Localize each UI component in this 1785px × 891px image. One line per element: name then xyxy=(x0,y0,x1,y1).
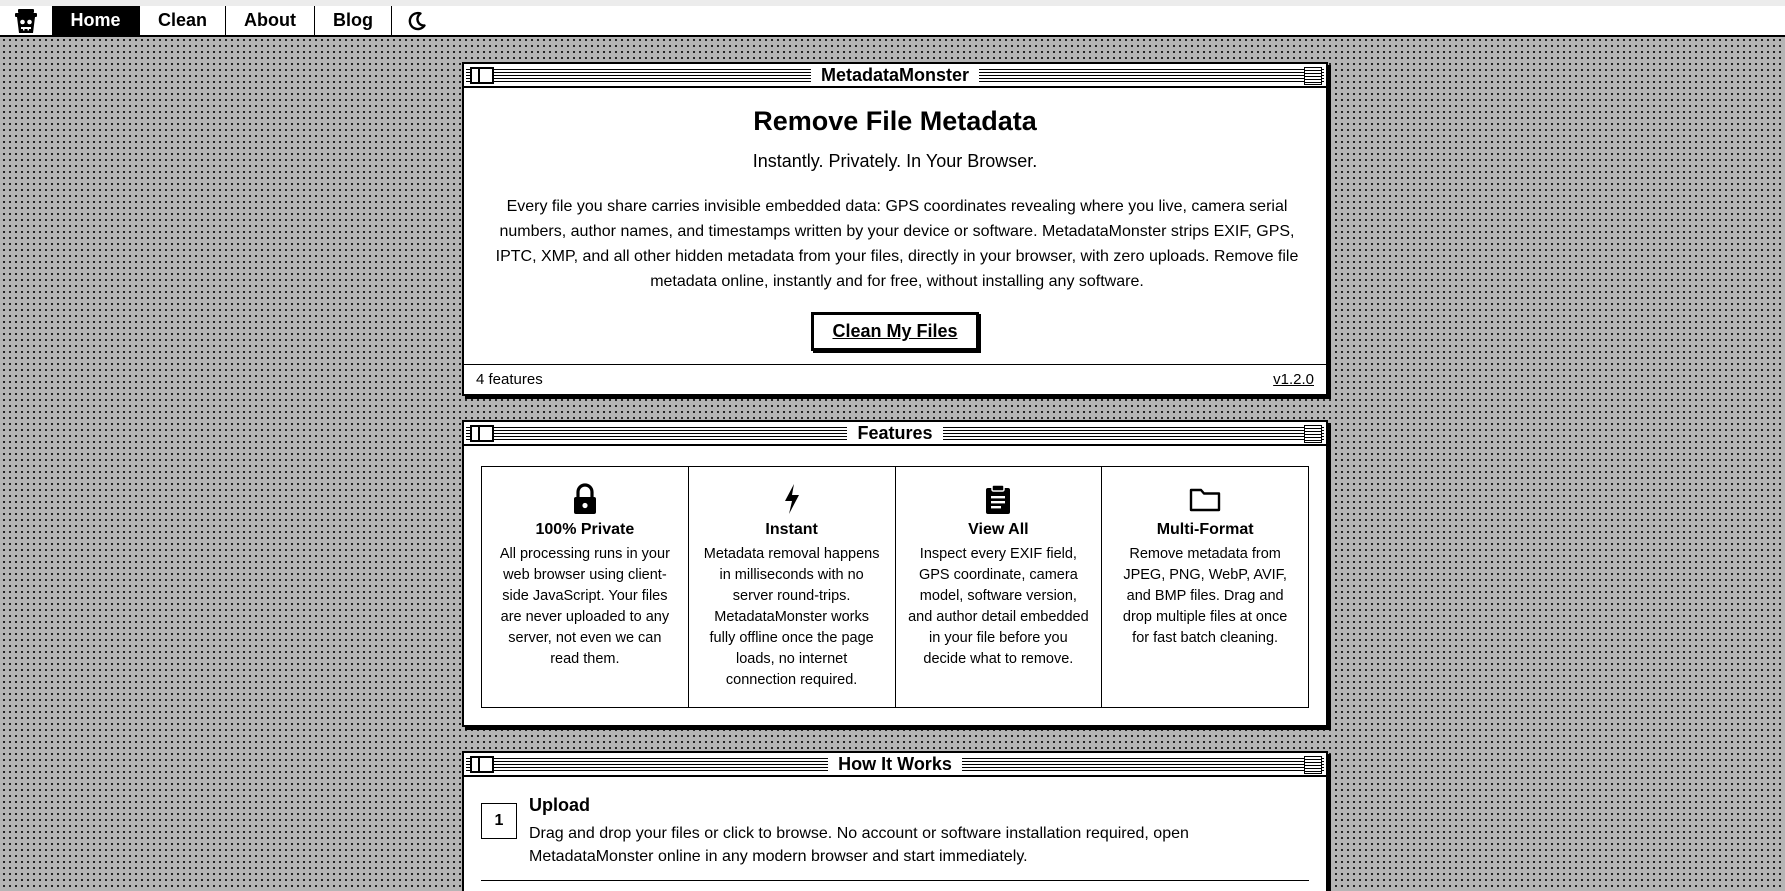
feature-instant xyxy=(689,467,896,707)
hero-close-button[interactable] xyxy=(470,67,494,84)
moon-icon xyxy=(407,11,427,31)
feature-text: All processing runs in your web browser using client-side JavaScript. Your files are never uploaded to any server, not even we can read them. xyxy=(499,546,670,667)
hero-description: Every file you share carries invisible embedded data: GPS coordinates revealing where you live, camera serial numbers, author names, and timestamps written by your device or software. MetadataMonster strips EXIF, GPS, IPTC, XMP, and all other hidden metadata from your files, directly in your browser, with zero uploads. Remove file metadata online, instantly and for free, without installing any software. xyxy=(495,198,1299,290)
step-divider xyxy=(481,880,1309,881)
feature-title: 100% Private xyxy=(535,521,635,538)
hero-zoom-button[interactable] xyxy=(1304,67,1322,85)
theme-toggle-button[interactable] xyxy=(392,6,442,35)
hero-heading: Remove File Metadata xyxy=(753,106,1037,136)
feature-view-all xyxy=(896,467,1103,707)
feature-title: Instant xyxy=(765,521,818,538)
feature-text: Remove metadata from JPEG, PNG, WebP, AVIF, and BMP files. Drag and drop multiple files at once for fast batch cleaning. xyxy=(1122,546,1288,646)
how-zoom-button[interactable] xyxy=(1304,756,1322,774)
nav-blog[interactable]: Blog xyxy=(315,6,392,35)
hero-subtitle: Instantly. Privately. In Your Browser. xyxy=(752,151,1038,171)
clipboard-icon xyxy=(908,481,1090,517)
step-title: Upload xyxy=(529,795,590,815)
step-text: Drag and drop your files or click to browse. No account or software installation required, open MetadataMonster online in any modern browser and start immediately. xyxy=(529,825,1189,865)
clean-my-files-button[interactable]: Clean My Files xyxy=(811,312,978,351)
folder-icon xyxy=(1114,481,1296,517)
hero-window xyxy=(462,62,1328,396)
hero-window-title: MetadataMonster xyxy=(811,65,979,85)
how-titlebar[interactable] xyxy=(464,753,1326,777)
nav-about[interactable]: About xyxy=(226,6,315,35)
lightning-icon xyxy=(701,481,883,517)
feature-text: Inspect every EXIF field, GPS coordinate, camera model, software version, and author detail embedded in your file before you decide what to remove. xyxy=(908,546,1089,667)
version-link[interactable]: v1.2.0 xyxy=(1273,371,1314,388)
nav-home[interactable]: Home xyxy=(52,6,140,35)
menubar xyxy=(0,0,1785,37)
features-window-title: Features xyxy=(847,423,942,443)
how-close-button[interactable] xyxy=(470,756,494,773)
feature-text: Metadata removal happens in milliseconds with no server round-trips. MetadataMonster works fully offline once the page loads, no internet connection required. xyxy=(703,546,880,688)
features-zoom-button[interactable] xyxy=(1304,425,1322,443)
step-number: 1 xyxy=(481,803,517,839)
nav-clean[interactable]: Clean xyxy=(140,6,226,35)
features-titlebar[interactable] xyxy=(464,422,1326,446)
feature-multi-format xyxy=(1102,467,1308,707)
lock-icon xyxy=(494,481,676,517)
features-window xyxy=(462,420,1328,727)
feature-private xyxy=(482,467,689,707)
feature-title: View All xyxy=(968,521,1029,538)
features-close-button[interactable] xyxy=(470,425,494,442)
hero-statusbar xyxy=(464,364,1326,394)
feature-count: 4 features xyxy=(476,371,543,388)
logo-trash-monster-icon[interactable] xyxy=(0,6,52,35)
feature-grid xyxy=(481,466,1309,708)
step-upload xyxy=(464,777,1326,868)
feature-title: Multi-Format xyxy=(1156,521,1254,538)
hero-titlebar[interactable] xyxy=(464,64,1326,88)
how-it-works-window xyxy=(462,751,1328,891)
how-window-title: How It Works xyxy=(828,754,962,774)
